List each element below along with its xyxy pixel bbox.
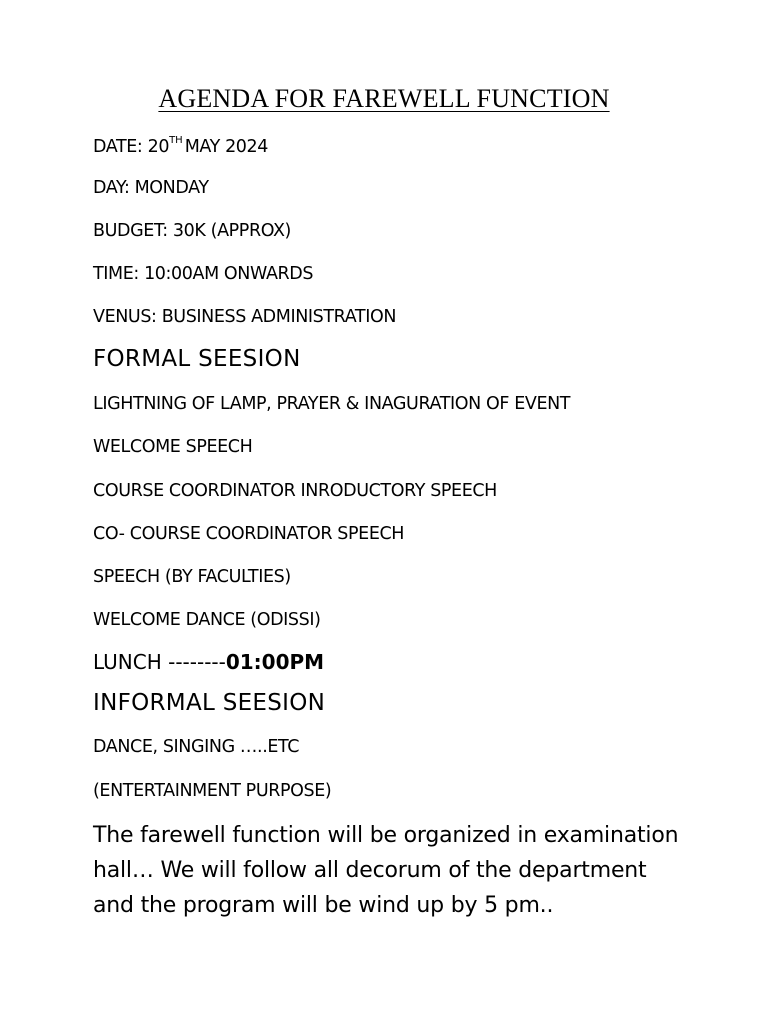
- date-line: [93, 135, 268, 157]
- date-prefix: DATE: 20: [93, 137, 170, 157]
- closing-paragraph: The farewell function will be organized in examination hall… We will follow all decorum of the department and the program will be wind up by 5 pm..: [93, 823, 679, 918]
- formal-item: CO- COURSE COORDINATOR SPEECH: [93, 524, 405, 544]
- informal-item: (ENTERTAINMENT PURPOSE): [93, 781, 332, 801]
- day-line: DAY: MONDAY: [93, 178, 209, 198]
- lunch-time: 01:00PM: [225, 650, 325, 674]
- formal-item: COURSE COORDINATOR INRODUCTORY SPEECH: [93, 481, 497, 501]
- date-suffix: MAY 2024: [184, 137, 269, 157]
- informal-item: DANCE, SINGING …..ETC: [93, 737, 300, 757]
- time-line: TIME: 10:00AM ONWARDS: [93, 264, 314, 284]
- page-title: AGENDA FOR FAREWELL FUNCTION: [158, 84, 610, 113]
- informal-session-heading: INFORMAL SEESION: [93, 690, 326, 716]
- formal-item: WELCOME DANCE (ODISSI): [93, 610, 321, 630]
- date-superscript: TH: [169, 135, 183, 146]
- lunch-line: [93, 650, 324, 674]
- lunch-label: LUNCH --------: [93, 650, 226, 674]
- formal-item: SPEECH (BY FACULTIES): [93, 567, 291, 587]
- budget-line: BUDGET: 30K (APPROX): [93, 221, 291, 241]
- venue-line: VENUS: BUSINESS ADMINISTRATION: [93, 307, 397, 327]
- formal-session-heading: FORMAL SEESION: [93, 346, 301, 372]
- formal-item: WELCOME SPEECH: [93, 437, 253, 457]
- formal-item: LIGHTNING OF LAMP, PRAYER & INAGURATION OF EVENT: [93, 394, 571, 414]
